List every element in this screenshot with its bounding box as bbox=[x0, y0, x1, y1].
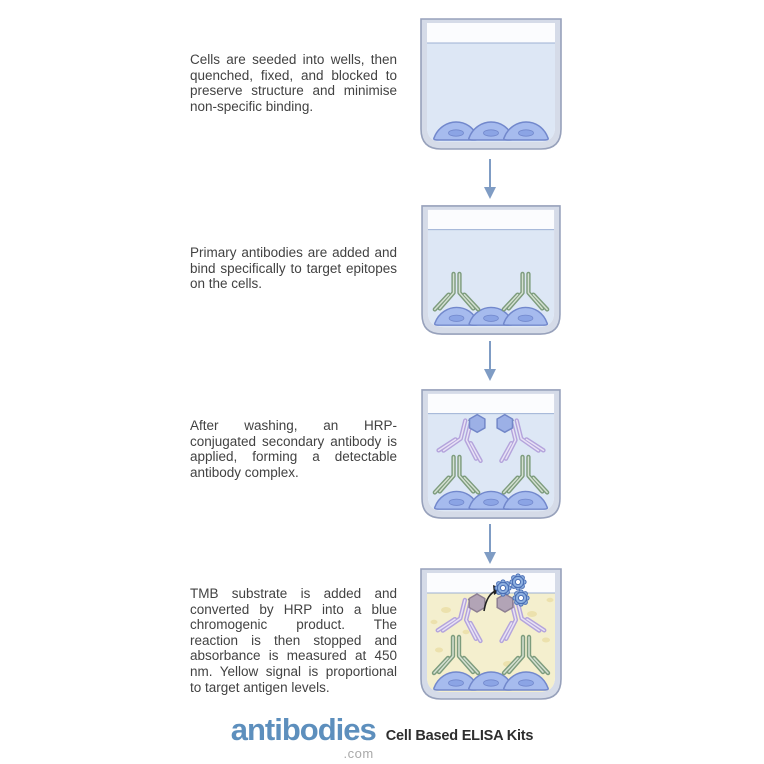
hrp-enzyme-icon bbox=[470, 415, 485, 433]
tmb-product-icon bbox=[495, 580, 511, 596]
brand-suffix: .com bbox=[343, 746, 374, 761]
step-1-description: Cells are seeded into wells, then quenched, fixed, and blocked to preserve structure and minimise non-specific binding. bbox=[190, 52, 397, 114]
well-illustration-step-3 bbox=[418, 387, 564, 521]
well-illustration-step-4 bbox=[418, 566, 564, 702]
hrp-enzyme-icon bbox=[497, 594, 513, 612]
flow-arrow-2 bbox=[482, 340, 498, 382]
footer bbox=[230, 712, 534, 761]
flow-arrow-1 bbox=[482, 158, 498, 200]
tmb-product-icon bbox=[510, 574, 526, 590]
product-caption: Cell Based ELISA Kits bbox=[385, 728, 534, 744]
hrp-enzyme-icon bbox=[497, 415, 512, 433]
step-2-description: Primary antibodies are added and bind specifically to target epitopes on the cells. bbox=[190, 245, 397, 292]
step-4-description: TMB substrate is added and converted by HRP into a blue chromogenic product. The reaction is then stopped and absorbance is measured at 450 nm. Yellow signal is proportional to target antigen levels. bbox=[190, 586, 397, 695]
flow-arrow-3 bbox=[482, 523, 498, 565]
brand-logo bbox=[230, 712, 376, 761]
brand-name: antibodies bbox=[230, 712, 376, 747]
well-illustration-step-1 bbox=[418, 16, 564, 152]
well-illustration-step-2 bbox=[418, 203, 564, 337]
hrp-enzyme-icon bbox=[469, 594, 485, 612]
step-3-description: After washing, an HRP-conjugated secondary antibody is applied, forming a detectable antibody complex. bbox=[190, 418, 397, 480]
tmb-product-icon bbox=[513, 590, 529, 606]
